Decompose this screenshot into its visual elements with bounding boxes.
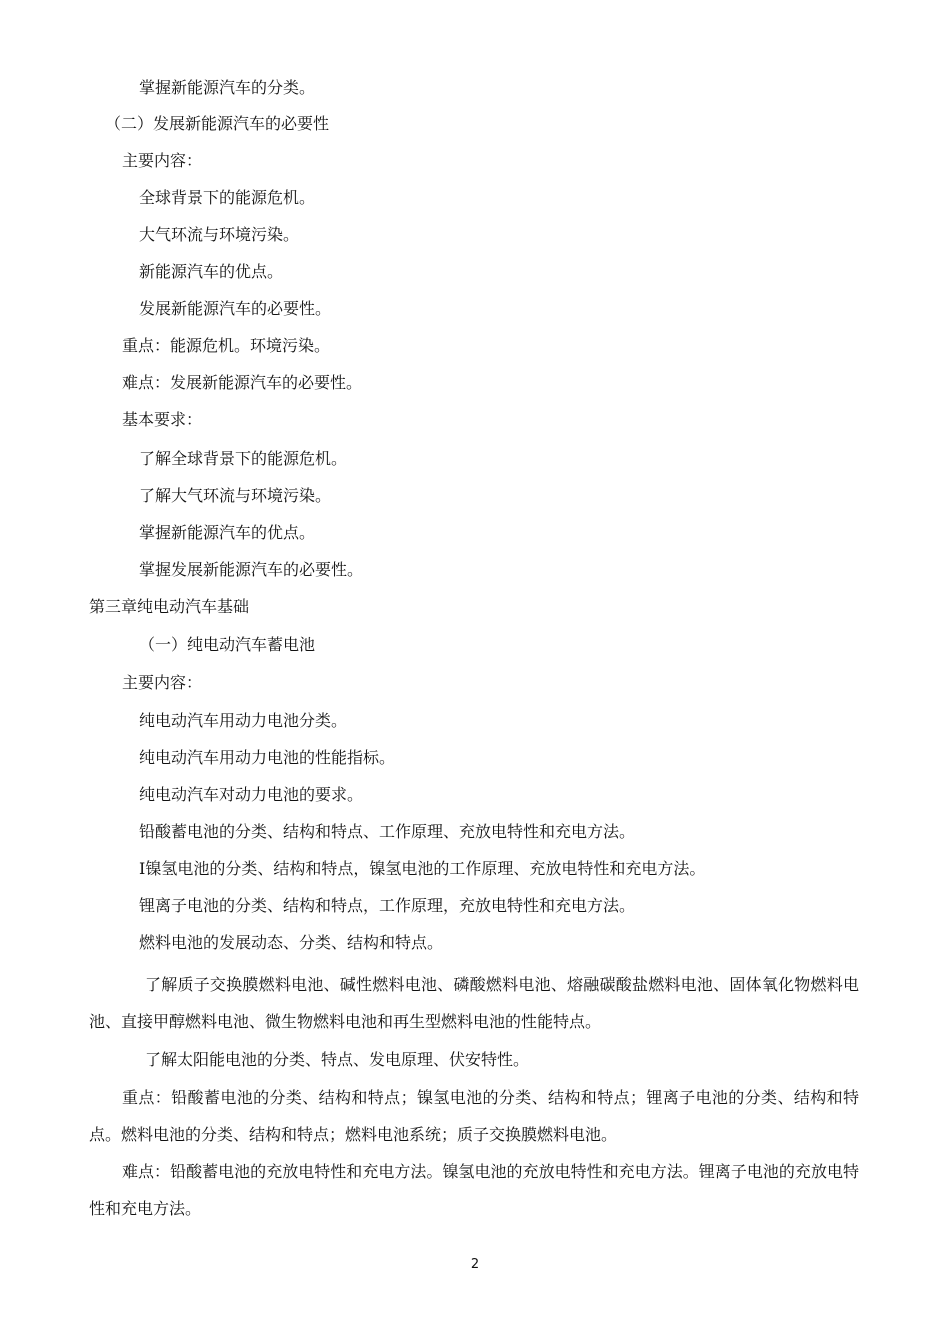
text-line: 重点：能源危机。环境污染。 [122,336,331,355]
text-line: 纯电动汽车用动力电池的性能指标。 [139,748,396,767]
text-line: 主要内容： [122,151,203,170]
text-line: 燃料电池的发展动态、分类、结构和特点。 [139,933,444,952]
text-line: 全球背景下的能源危机。 [139,188,316,207]
text-line: 了解太阳能电池的分类、特点、发电原理、伏安特性。 [145,1050,530,1069]
text-line: 大气环流与环境污染。 [139,225,300,244]
text-line: 新能源汽车的优点。 [139,262,284,281]
text-line: 掌握新能源汽车的分类。 [139,78,316,97]
chapter-heading: 第三章纯电动汽车基础 [89,597,250,616]
text-line: 纯电动汽车用动力电池分类。 [139,711,348,730]
section-heading: （一）纯电动汽车蓄电池 [139,635,316,654]
text-line: 了解大气环流与环境污染。 [139,486,332,505]
page-number: 2 [470,1257,480,1272]
text-line: I镍氢电池的分类、结构和特点，镍氢电池的工作原理、充放电特性和充电方法。 [139,859,706,878]
text-line: 基本要求： [122,410,203,429]
text-line: 了解全球背景下的能源危机。 [139,449,348,468]
text-line: 纯电动汽车对动力电池的要求。 [139,785,364,804]
paragraph: 重点：铅酸蓄电池的分类、结构和特点；镍氢电池的分类、结构和特点；锂离子电池的分类、结构和特点。燃料电池的分类、结构和特点；燃料电池系统；质子交换膜燃料电池。 [89,1088,859,1144]
paragraph: 了解质子交换膜燃料电池、碱性燃料电池、磷酸燃料电池、熔融碳酸盐燃料电池、固体氧化物燃料电池、直接甲醇燃料电池、微生物燃料电池和再生型燃料电池的性能特点。 [89,975,859,1031]
text-line: 铅酸蓄电池的分类、结构和特点、工作原理、充放电特性和充电方法。 [139,822,636,841]
text-line: 锂离子电池的分类、结构和特点，工作原理，充放电特性和充电方法。 [139,896,636,915]
text-line: 发展新能源汽车的必要性。 [139,299,332,318]
text-line: 掌握新能源汽车的优点。 [139,523,316,542]
text-line: 主要内容： [122,673,203,692]
text-line: 难点：发展新能源汽车的必要性。 [122,373,363,392]
section-heading: （二）发展新能源汽车的必要性 [105,114,330,133]
paragraph: 难点：铅酸蓄电池的充放电特性和充电方法。镍氢电池的充放电特性和充电方法。锂离子电池的充放电特性和充电方法。 [89,1162,859,1218]
text-line: 掌握发展新能源汽车的必要性。 [139,560,364,579]
